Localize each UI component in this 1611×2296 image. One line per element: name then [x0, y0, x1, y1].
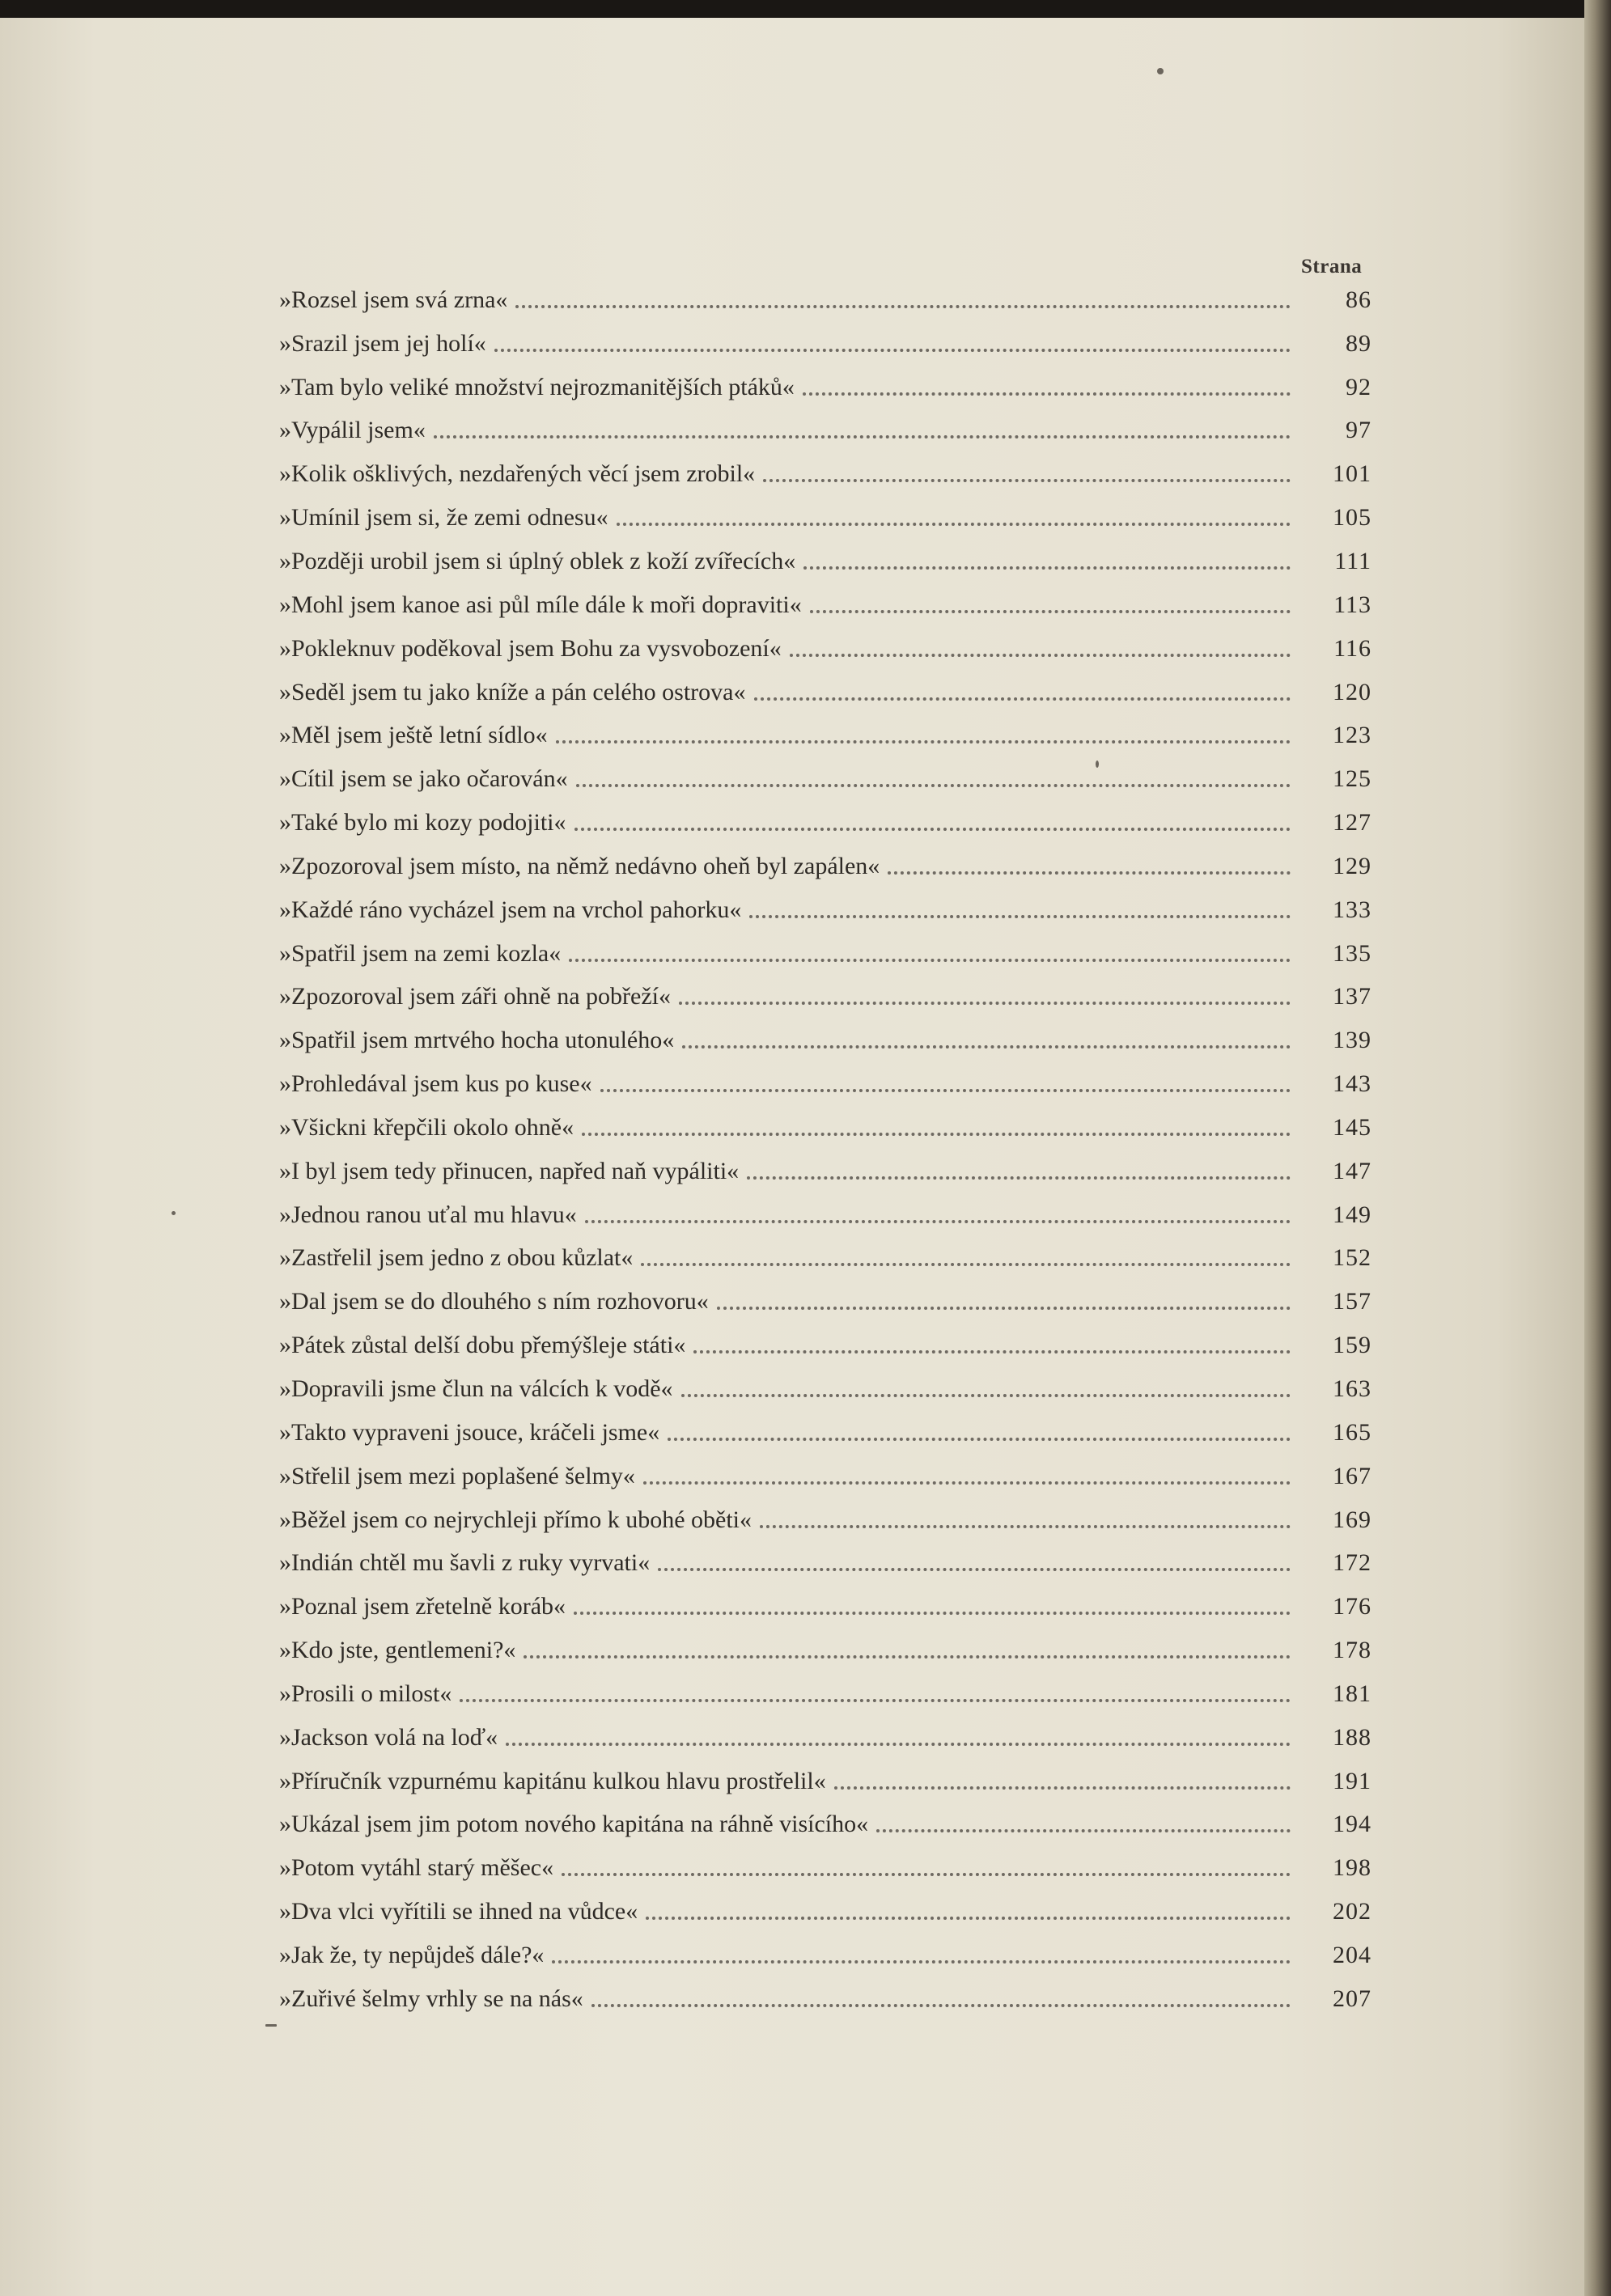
toc-entry-title: »Indián chtěl mu šavli z ruky vyrvati«	[279, 1549, 651, 1577]
toc-entry	[279, 1803, 1371, 1847]
toc-entry	[279, 1019, 1371, 1062]
dot-leader	[668, 1438, 1291, 1441]
toc-entry-title: »Zpozoroval jsem místo, na němž nedávno oheň byl zapálen«	[279, 852, 880, 879]
toc-entry-page: 178	[1333, 1637, 1371, 1664]
toc-entry-page: 101	[1333, 460, 1371, 488]
toc-entry	[279, 409, 1371, 453]
toc-entry-title: »Všickni křepčili okolo ohně«	[279, 1113, 574, 1141]
toc-entry	[279, 1716, 1371, 1760]
toc-entry-page: 139	[1333, 1027, 1371, 1054]
dot-leader	[600, 1089, 1291, 1092]
toc-entry-page: 167	[1333, 1462, 1371, 1489]
toc-entry	[279, 496, 1371, 540]
dot-leader	[747, 1176, 1291, 1180]
toc-entry-page: 137	[1333, 983, 1371, 1010]
toc-entry-title: »Také bylo mi kozy podojiti«	[279, 809, 566, 837]
dot-leader	[434, 435, 1291, 438]
toc-entry-page: 92	[1346, 373, 1371, 400]
toc-entry-title: »Srazil jsem jej holí«	[279, 329, 486, 357]
toc-entry-page: 207	[1333, 1985, 1371, 2012]
toc-entry-title: »Potom vytáhl starý měšec«	[279, 1854, 554, 1882]
toc-entry	[279, 671, 1371, 714]
toc-entry	[279, 366, 1371, 409]
toc-entry-page: 194	[1333, 1811, 1371, 1838]
toc-entry-title: »Umínil jsem si, že zemi odnesu«	[279, 504, 608, 532]
toc-entry	[279, 1237, 1371, 1281]
toc-entry	[279, 1760, 1371, 1803]
toc-entry	[279, 1193, 1371, 1237]
toc-entry-page: 188	[1333, 1723, 1371, 1751]
toc-entry-title: »Měl jsem ještě letní sídlo«	[279, 722, 548, 749]
toc-entry-title: »Pátek zůstal delší dobu přemýšleje státi«	[279, 1332, 686, 1359]
dot-leader	[682, 1045, 1291, 1048]
toc-entry-title: »Jednou ranou uťal mu hlavu«	[279, 1201, 577, 1228]
toc-entry-page: 113	[1333, 591, 1371, 618]
dot-leader	[617, 523, 1291, 526]
toc-entry	[279, 627, 1371, 671]
toc-entry-page: 149	[1333, 1201, 1371, 1228]
toc-entry-title: »I byl jsem tedy přinucen, napřed naň vypáliti«	[279, 1157, 740, 1184]
dot-leader	[569, 959, 1291, 962]
toc-entry-title: »Běžel jsem co nejrychleji přímo k ubohé oběti«	[279, 1506, 753, 1533]
toc-entry	[279, 1411, 1371, 1455]
dot-leader	[681, 1394, 1291, 1397]
toc-entry	[279, 801, 1371, 845]
toc-entry-title: »Mohl jsem kanoe asi půl míle dále k moři dopraviti«	[279, 591, 802, 618]
toc-entry-page: 204	[1333, 1941, 1371, 1968]
toc-entry-title: »Dva vlci vyřítili se ihned na vůdce«	[279, 1898, 638, 1925]
toc-entry	[279, 278, 1371, 322]
toc-entry-page: 198	[1333, 1854, 1371, 1882]
dot-leader	[876, 1829, 1291, 1832]
toc-entry	[279, 714, 1371, 757]
toc-entry-title: »Poznal jsem zřetelně koráb«	[279, 1593, 566, 1620]
toc-entry-page: 172	[1333, 1549, 1371, 1577]
toc-entry-page: 157	[1333, 1288, 1371, 1315]
dot-leader	[717, 1307, 1291, 1310]
toc-entry-page: 159	[1333, 1332, 1371, 1359]
toc-entry	[279, 1585, 1371, 1629]
toc-entry-title: »Příručník vzpurnému kapitánu kulkou hlavu prostřelil«	[279, 1767, 826, 1794]
toc-entry	[279, 976, 1371, 1019]
toc-entry-title: »Spatřil jsem na zemi kozla«	[279, 939, 562, 967]
toc-entry	[279, 1977, 1371, 2021]
toc-entry-page: 145	[1333, 1113, 1371, 1141]
dot-leader	[754, 697, 1291, 701]
toc-entry-page: 169	[1333, 1506, 1371, 1533]
book-edge	[1584, 0, 1611, 2296]
toc-entry	[279, 1062, 1371, 1106]
toc-entry-title: »Kolik ošklivých, nezdařených věcí jsem zrobil«	[279, 460, 756, 488]
table-of-contents	[279, 278, 1371, 2021]
dot-leader	[646, 1917, 1291, 1920]
toc-entry	[279, 1106, 1371, 1150]
dot-leader	[888, 871, 1291, 875]
dot-leader	[552, 1960, 1291, 1963]
toc-entry-page: 111	[1334, 547, 1371, 574]
ink-speck	[265, 2024, 277, 2027]
dot-leader	[460, 1699, 1291, 1702]
toc-entry-page: 147	[1333, 1157, 1371, 1184]
toc-entry-page: 125	[1333, 765, 1371, 793]
toc-entry-page: 165	[1333, 1418, 1371, 1446]
toc-entry-title: »Vypálil jsem«	[279, 417, 426, 444]
toc-entry	[279, 540, 1371, 583]
dot-leader	[658, 1568, 1291, 1571]
toc-entry-title: »Zastřelil jsem jedno z obou kůzlat«	[279, 1244, 634, 1272]
toc-entry	[279, 1629, 1371, 1672]
toc-entry-title: »Dal jsem se do dlouhého s ním rozhovoru«	[279, 1288, 709, 1315]
toc-entry	[279, 452, 1371, 496]
dot-leader	[679, 1002, 1291, 1005]
dot-leader	[693, 1350, 1291, 1353]
toc-entry-page: 129	[1333, 852, 1371, 879]
toc-entry-page: 89	[1346, 329, 1371, 357]
toc-entry-title: »Prohledával jsem kus po kuse«	[279, 1070, 592, 1098]
toc-entry	[279, 1367, 1371, 1411]
toc-entry	[279, 1280, 1371, 1324]
dot-leader	[790, 654, 1291, 657]
dot-leader	[515, 305, 1291, 308]
dot-leader	[582, 1133, 1291, 1136]
dot-leader	[585, 1220, 1291, 1223]
toc-entry	[279, 1846, 1371, 1890]
toc-entry	[279, 1455, 1371, 1498]
dot-leader	[562, 1873, 1291, 1876]
toc-entry	[279, 888, 1371, 932]
dot-leader	[576, 784, 1291, 787]
toc-entry-title: »Později urobil jsem si úplný oblek z koží zvířecích«	[279, 547, 796, 574]
dot-leader	[749, 915, 1291, 918]
toc-entry-title: »Zuřivé šelmy vrhly se na nás«	[279, 1985, 583, 2012]
dot-leader	[494, 349, 1291, 352]
dot-leader	[810, 610, 1291, 613]
toc-entry-title: »Kdo jste, gentlemeni?«	[279, 1637, 516, 1664]
toc-entry	[279, 322, 1371, 366]
toc-entry-title: »Prosili o milost«	[279, 1680, 452, 1707]
toc-entry-page: 105	[1333, 504, 1371, 532]
dot-leader	[763, 479, 1291, 482]
dot-leader	[641, 1263, 1291, 1266]
dot-leader	[524, 1655, 1291, 1658]
toc-entry	[279, 1150, 1371, 1193]
toc-entry-page: 152	[1333, 1244, 1371, 1272]
toc-entry-title: »Jak že, ty nepůjdeš dále?«	[279, 1941, 545, 1968]
dot-leader	[556, 740, 1291, 743]
toc-entry-page: 120	[1333, 678, 1371, 705]
toc-entry-page: 86	[1346, 286, 1371, 313]
toc-entry-title: »Seděl jsem tu jako kníže a pán celého ostrova«	[279, 678, 746, 705]
toc-entry-page: 123	[1333, 722, 1371, 749]
toc-entry-title: »Spatřil jsem mrtvého hocha utonulého«	[279, 1027, 675, 1054]
toc-entry-title: »Jackson volá na loď«	[279, 1723, 498, 1751]
toc-entry-title: »Cítil jsem se jako očarován«	[279, 765, 568, 793]
toc-entry-page: 127	[1333, 809, 1371, 837]
toc-entry-page: 181	[1333, 1680, 1371, 1707]
toc-entry	[279, 1324, 1371, 1367]
toc-entry-title: »Tam bylo veliké množství nejrozmanitějších ptáků«	[279, 373, 795, 400]
toc-entry	[279, 932, 1371, 976]
toc-entry-title: »Ukázal jsem jim potom nového kapitána na ráhně visícího«	[279, 1811, 869, 1838]
toc-entry	[279, 1890, 1371, 1934]
dot-leader	[643, 1481, 1291, 1485]
toc-entry	[279, 1498, 1371, 1542]
toc-entry-title: »Pokleknuv poděkoval jsem Bohu za vysvobození«	[279, 634, 782, 662]
toc-entry-title: »Rozsel jsem svá zrna«	[279, 286, 508, 313]
dot-leader	[760, 1525, 1291, 1528]
toc-entry	[279, 1541, 1371, 1585]
toc-entry	[279, 757, 1371, 801]
dot-leader	[574, 1612, 1291, 1615]
dot-leader	[574, 828, 1291, 831]
toc-entry-title: »Každé ráno vycházel jsem na vrchol pahorku«	[279, 896, 742, 923]
dot-leader	[803, 566, 1291, 570]
toc-entry-page: 135	[1333, 939, 1371, 967]
toc-entry-page: 143	[1333, 1070, 1371, 1098]
toc-entry-page: 116	[1333, 634, 1371, 662]
toc-entry-page: 163	[1333, 1375, 1371, 1403]
dot-leader	[803, 392, 1291, 396]
dot-leader	[506, 1743, 1291, 1746]
toc-entry-page: 133	[1333, 896, 1371, 923]
dot-leader	[591, 2004, 1291, 2007]
toc-entry-title: »Dopravili jsme člun na válcích k vodě«	[279, 1375, 673, 1403]
toc-entry	[279, 1672, 1371, 1716]
toc-entry-page: 176	[1333, 1593, 1371, 1620]
ink-speck	[1157, 68, 1164, 74]
toc-entry-page: 202	[1333, 1898, 1371, 1925]
toc-entry-page: 191	[1333, 1767, 1371, 1794]
toc-entry-page: 97	[1346, 417, 1371, 444]
toc-entry-title: »Zpozoroval jsem záři ohně na pobřeží«	[279, 983, 671, 1010]
toc-entry-title: »Takto vypraveni jsouce, kráčeli jsme«	[279, 1418, 660, 1446]
toc-entry-title: »Střelil jsem mezi poplašené šelmy«	[279, 1462, 635, 1489]
ink-speck	[172, 1211, 176, 1215]
toc-entry	[279, 1934, 1371, 1977]
dot-leader	[834, 1786, 1291, 1790]
book-page	[0, 18, 1592, 2296]
page-column-label: Strana	[1301, 256, 1363, 277]
toc-entry	[279, 583, 1371, 627]
toc-entry	[279, 845, 1371, 888]
